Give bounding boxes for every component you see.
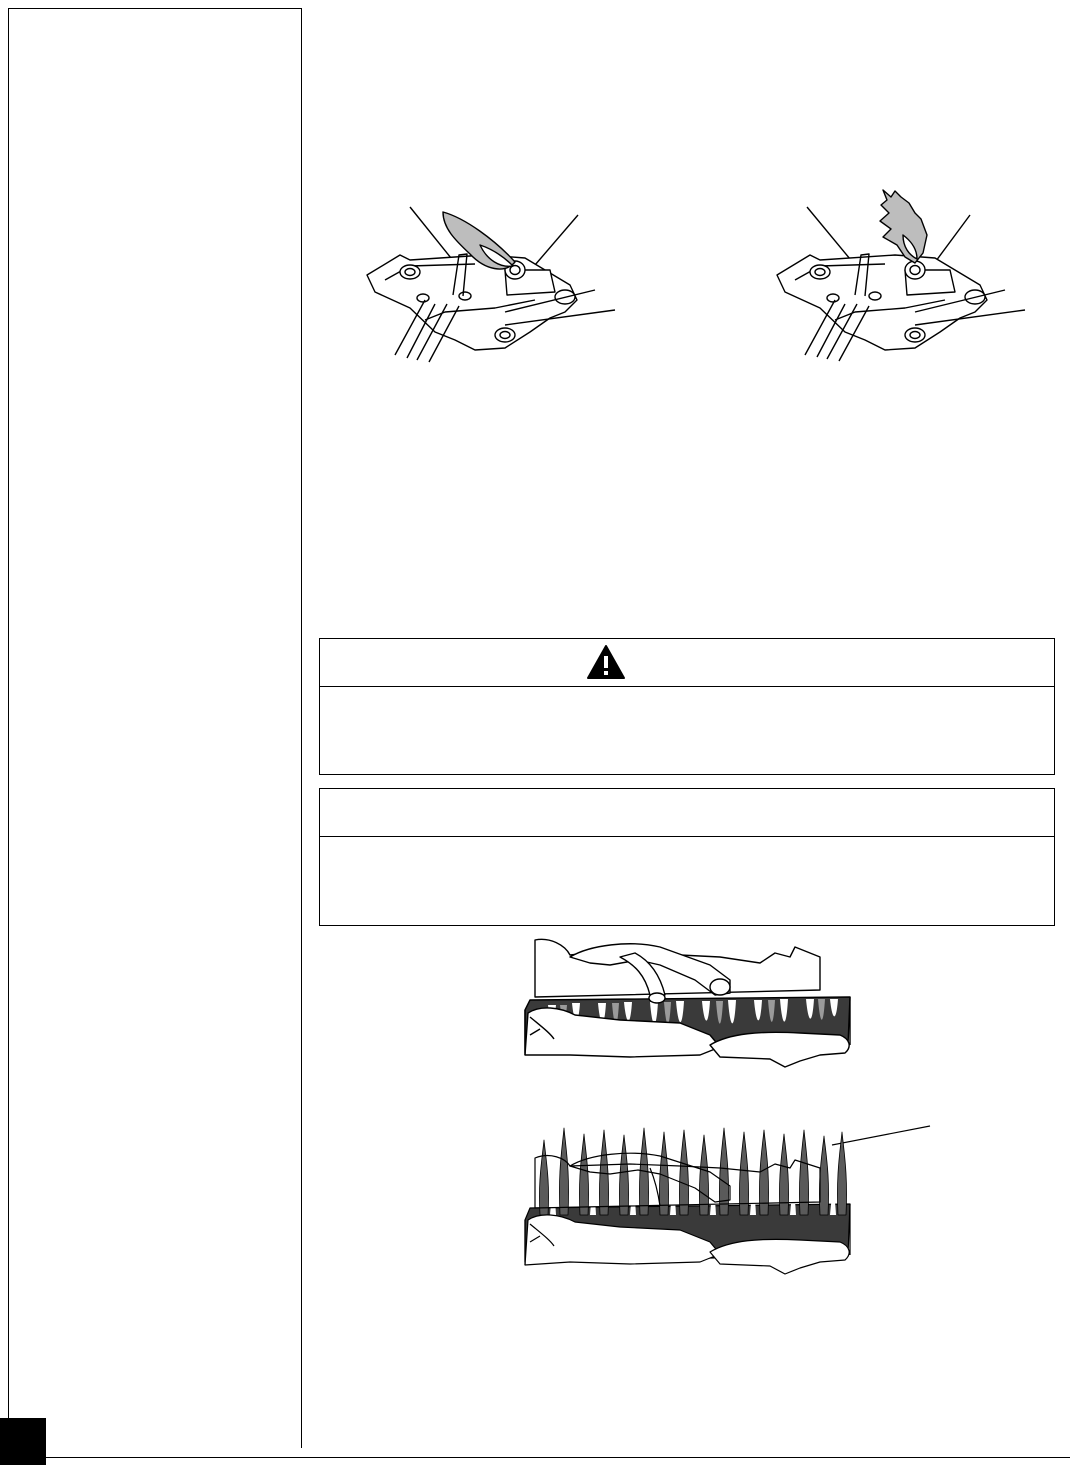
pilot-flame-correct-figure (355, 200, 625, 365)
warning-box (319, 638, 1055, 775)
warning-header (320, 639, 1054, 687)
log-set-high-flame-icon (520, 1120, 940, 1285)
burner-flame-high-figure (520, 1120, 940, 1285)
pilot-burner-normal-flame-icon (355, 200, 625, 365)
notice-box (319, 788, 1055, 926)
notice-header (320, 789, 1054, 837)
column-divider (301, 8, 302, 1448)
pilot-burner-yellow-flame-icon (765, 185, 1035, 365)
pilot-flame-incorrect-figure (765, 185, 1035, 365)
page-number-tab (0, 1418, 46, 1465)
bottom-border (46, 1457, 1070, 1458)
warning-triangle-icon (586, 644, 626, 680)
top-border (8, 8, 302, 9)
log-set-low-flame-icon (520, 935, 855, 1075)
burner-flame-low-figure (520, 935, 855, 1075)
left-border (8, 8, 9, 1418)
